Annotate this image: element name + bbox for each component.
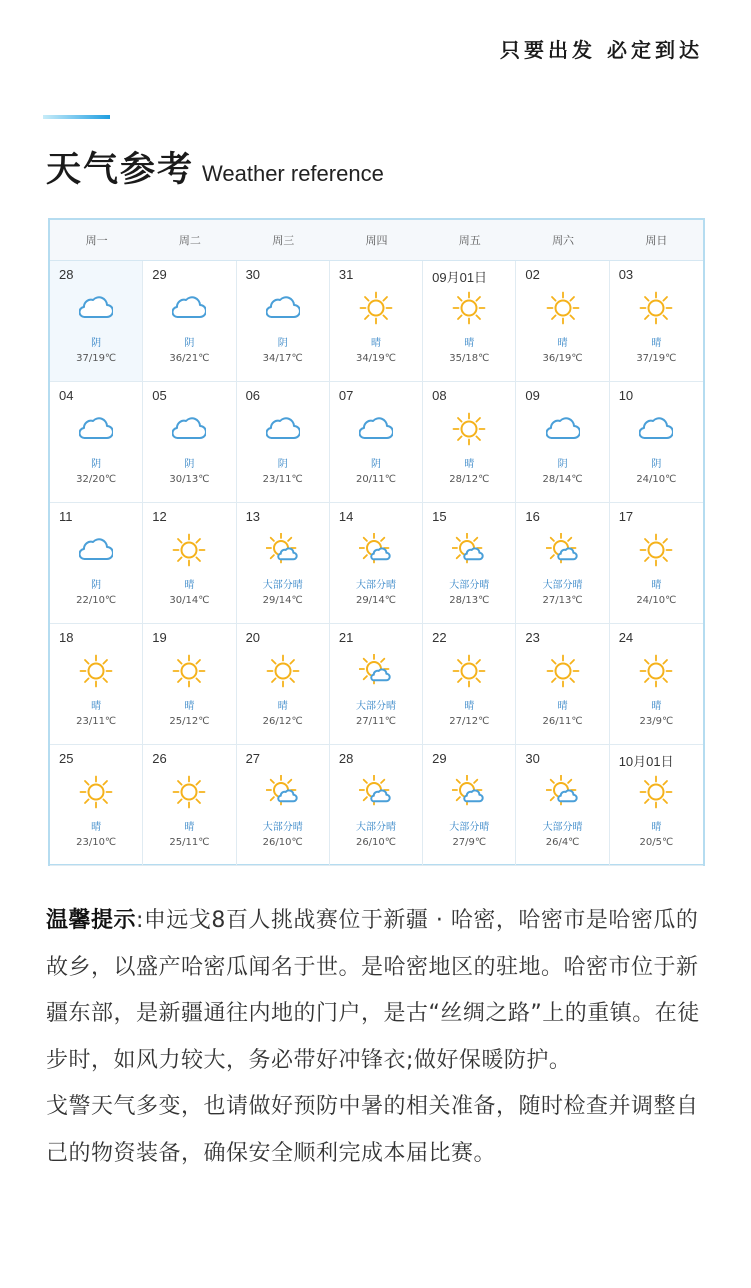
weather-condition: 大部分晴 (355, 822, 396, 833)
sunny-icon (639, 533, 673, 567)
weekday-label: 周五 (458, 234, 481, 247)
weather-condition: 大部分晴 (355, 580, 396, 591)
partly-cloudy-icon (546, 533, 580, 567)
sunny-icon (79, 654, 113, 688)
day-cell[interactable] (423, 624, 516, 745)
temperature-range: 34/17℃ (262, 353, 303, 364)
day-number: 10月01日 (618, 754, 674, 769)
day-cell[interactable] (516, 261, 609, 382)
sunny-icon (79, 775, 113, 809)
day-cell[interactable] (143, 745, 236, 866)
day-cell[interactable] (237, 261, 330, 382)
temperature-range: 25/12℃ (169, 716, 210, 727)
day-cell[interactable] (237, 624, 330, 745)
temperature-range: 36/19℃ (542, 353, 583, 364)
day-number: 02 (525, 267, 540, 282)
weekday-label: 周日 (645, 234, 668, 247)
day-number: 09月01日 (432, 270, 488, 285)
cloudy-icon (79, 533, 113, 567)
day-number: 25 (59, 751, 74, 766)
weather-condition: 晴 (651, 580, 662, 591)
weather-condition: 阴 (184, 338, 195, 349)
day-cell[interactable] (516, 503, 609, 624)
weather-condition: 阴 (91, 580, 102, 591)
temperature-range: 28/12℃ (449, 474, 490, 485)
day-cell[interactable] (237, 503, 330, 624)
sunny-icon (639, 654, 673, 688)
weather-condition: 大部分晴 (542, 580, 583, 591)
day-number: 07 (338, 388, 354, 403)
day-number: 13 (245, 509, 261, 524)
weekday-label: 周六 (552, 234, 575, 247)
weekday-label: 周二 (178, 234, 201, 247)
day-number: 06 (245, 388, 261, 403)
sunny-icon (172, 533, 206, 567)
sunny-icon (172, 775, 206, 809)
day-number: 28 (59, 267, 74, 282)
weather-condition: 晴 (91, 701, 102, 712)
sunny-icon (452, 291, 486, 325)
day-cell[interactable] (50, 261, 143, 382)
weather-condition: 晴 (557, 338, 568, 349)
day-number: 26 (152, 751, 167, 766)
temperature-range: 26/4℃ (545, 837, 580, 848)
temperature-range: 23/10℃ (76, 837, 117, 848)
temperature-range: 26/10℃ (355, 837, 397, 848)
weather-condition: 晴 (91, 822, 102, 833)
partly-cloudy-icon (546, 775, 580, 809)
weekday-label: 周一 (85, 234, 108, 247)
cloudy-icon (79, 291, 113, 325)
weather-advice-paragraph: 戈警天气多变，也请做好预防中暑的相关准备，随时检查并调整自己的物资装备，确保安全顺利完成本届比赛。 (46, 1094, 699, 1166)
day-number: 11 (59, 509, 73, 524)
cloudy-icon (172, 291, 206, 325)
cloudy-icon (546, 412, 580, 446)
temperature-range: 22/10℃ (76, 595, 117, 606)
title-english: Weather reference (202, 161, 384, 186)
temperature-range: 37/19℃ (636, 353, 677, 364)
weather-condition: 大部分晴 (449, 580, 490, 591)
day-cell[interactable] (516, 745, 609, 866)
weather-condition: 晴 (184, 701, 195, 712)
weather-calendar (48, 218, 705, 866)
weather-condition: 阴 (91, 338, 102, 349)
day-cell[interactable] (423, 261, 516, 382)
partly-cloudy-icon (359, 775, 393, 809)
sunny-icon (639, 775, 673, 809)
weather-condition: 阴 (184, 459, 195, 470)
day-number: 27 (245, 751, 261, 766)
tip-label: 温馨提示 (46, 908, 137, 933)
day-cell[interactable] (237, 745, 330, 866)
day-cell[interactable] (610, 382, 703, 503)
partly-cloudy-icon (452, 775, 486, 809)
sunny-icon (639, 291, 673, 325)
day-cell[interactable] (50, 503, 143, 624)
temperature-range: 35/18℃ (449, 353, 490, 364)
temperature-range: 26/11℃ (542, 716, 583, 727)
day-cell[interactable] (50, 745, 143, 866)
cloudy-icon (266, 412, 300, 446)
temperature-range: 34/19℃ (355, 353, 397, 364)
day-number: 16 (525, 509, 540, 524)
temperature-range: 28/13℃ (449, 595, 490, 606)
day-number: 17 (618, 509, 634, 524)
day-number: 29 (152, 267, 167, 282)
cloudy-icon (172, 412, 206, 446)
temperature-range: 23/11℃ (76, 716, 117, 727)
day-number: 03 (618, 267, 634, 282)
tip-paragraph (46, 898, 708, 1084)
weekday-label: 周四 (365, 234, 388, 247)
section-accent-bar (43, 115, 110, 119)
weather-condition: 晴 (184, 580, 195, 591)
day-cell[interactable] (610, 261, 703, 382)
day-cell[interactable] (423, 382, 516, 503)
day-cell[interactable] (423, 503, 516, 624)
day-cell[interactable] (330, 503, 423, 624)
sunny-icon (452, 412, 486, 446)
partly-cloudy-icon (359, 533, 393, 567)
day-number: 15 (432, 509, 447, 524)
day-number: 20 (245, 630, 261, 645)
temperature-range: 26/12℃ (262, 716, 303, 727)
day-cell[interactable] (143, 503, 236, 624)
weather-condition: 大部分晴 (262, 580, 303, 591)
weather-condition: 晴 (370, 338, 381, 349)
weather-condition: 阴 (277, 338, 288, 349)
temperature-range: 30/13℃ (169, 474, 210, 485)
tip-text: :申远戈8百人挑战赛位于新疆 · 哈密，哈密市是哈密瓜的故乡，以盛产哈密瓜闻名于世。是哈密地区的驻地。哈密市位于新疆东部，是新疆通往内地的门户，是古“丝绸之路”上的重镇。在徒步时，如风力较大，务必带好冲锋衣;做好保暖防护。 (46, 908, 700, 1073)
weather-condition: 阴 (651, 459, 662, 470)
day-number: 10 (618, 388, 634, 403)
temperature-range: 27/12℃ (449, 716, 490, 727)
day-cell[interactable] (50, 382, 143, 503)
weather-condition: 晴 (651, 701, 662, 712)
day-cell[interactable] (330, 745, 423, 866)
day-number: 24 (618, 630, 634, 645)
temperature-range: 36/21℃ (169, 353, 210, 364)
cloudy-icon (266, 291, 300, 325)
temperature-range: 20/11℃ (355, 474, 397, 485)
partly-cloudy-icon (359, 654, 393, 688)
temperature-range: 28/14℃ (542, 474, 583, 485)
day-number: 04 (59, 388, 74, 403)
sunny-icon (452, 654, 486, 688)
slogan: 只要出发 必定到达 (500, 38, 703, 62)
travel-notes (46, 898, 708, 1177)
day-cell[interactable] (143, 382, 236, 503)
day-number: 14 (338, 509, 354, 524)
day-cell[interactable] (143, 261, 236, 382)
temperature-range: 23/11℃ (262, 474, 303, 485)
day-number: 31 (338, 267, 354, 282)
section-title (46, 142, 384, 192)
weather-condition: 大部分晴 (355, 701, 396, 712)
partly-cloudy-icon (452, 533, 486, 567)
day-cell[interactable] (330, 261, 423, 382)
day-cell[interactable] (516, 624, 609, 745)
weather-condition: 晴 (464, 338, 475, 349)
temperature-range: 29/14℃ (262, 595, 303, 606)
temperature-range: 37/19℃ (76, 353, 117, 364)
day-cell[interactable] (330, 382, 423, 503)
day-number: 28 (338, 751, 354, 766)
weather-condition: 阴 (91, 459, 102, 470)
day-cell[interactable] (237, 382, 330, 503)
cloudy-icon (79, 412, 113, 446)
day-number: 12 (152, 509, 167, 524)
temperature-range: 27/13℃ (542, 595, 583, 606)
cloudy-icon (359, 412, 393, 446)
partly-cloudy-icon (266, 775, 300, 809)
day-number: 18 (59, 630, 74, 645)
temperature-range: 27/11℃ (355, 716, 397, 727)
weather-condition: 大部分晴 (449, 822, 490, 833)
temperature-range: 20/5℃ (639, 837, 674, 848)
temperature-range: 25/11℃ (169, 837, 210, 848)
weather-condition: 晴 (651, 338, 662, 349)
sunny-icon (359, 291, 393, 325)
day-number: 19 (152, 630, 167, 645)
day-cell[interactable] (50, 624, 143, 745)
title-chinese: 天气参考 (46, 150, 195, 190)
day-number: 09 (525, 388, 540, 403)
day-cell[interactable] (610, 624, 703, 745)
weather-condition: 阴 (370, 459, 381, 470)
temperature-range: 24/10℃ (636, 595, 677, 606)
weather-condition: 大部分晴 (262, 822, 303, 833)
sunny-icon (546, 291, 580, 325)
weather-condition: 晴 (464, 701, 475, 712)
temperature-range: 30/14℃ (169, 595, 210, 606)
cloudy-icon (639, 412, 673, 446)
weather-condition: 阴 (277, 459, 288, 470)
temperature-range: 23/9℃ (639, 716, 674, 727)
day-number: 21 (338, 630, 354, 645)
day-number: 30 (245, 267, 261, 282)
weather-condition: 晴 (277, 701, 288, 712)
day-number: 08 (432, 388, 447, 403)
day-cell[interactable] (423, 745, 516, 866)
day-cell[interactable] (516, 382, 609, 503)
partly-cloudy-icon (266, 533, 300, 567)
weather-condition: 晴 (557, 701, 568, 712)
day-cell[interactable] (330, 624, 423, 745)
weather-condition: 阴 (557, 459, 568, 470)
temperature-range: 24/10℃ (636, 474, 677, 485)
weather-condition: 大部分晴 (542, 822, 583, 833)
weather-condition: 晴 (464, 459, 475, 470)
day-cell[interactable] (610, 745, 703, 866)
day-cell[interactable] (610, 503, 703, 624)
sunny-icon (546, 654, 580, 688)
day-cell[interactable] (143, 624, 236, 745)
weekday-header (50, 220, 703, 261)
weather-condition: 晴 (651, 822, 662, 833)
sunny-icon (172, 654, 206, 688)
day-number: 23 (525, 630, 540, 645)
day-number: 05 (152, 388, 167, 403)
temperature-range: 26/10℃ (262, 837, 303, 848)
weekday-label: 周三 (272, 234, 295, 247)
weather-condition: 晴 (184, 822, 195, 833)
temperature-range: 29/14℃ (355, 595, 397, 606)
temperature-range: 32/20℃ (76, 474, 117, 485)
sunny-icon (266, 654, 300, 688)
calendar-grid (50, 261, 703, 866)
day-number: 22 (432, 630, 447, 645)
day-number: 29 (432, 751, 447, 766)
temperature-range: 27/9℃ (452, 837, 487, 848)
day-number: 30 (525, 751, 540, 766)
